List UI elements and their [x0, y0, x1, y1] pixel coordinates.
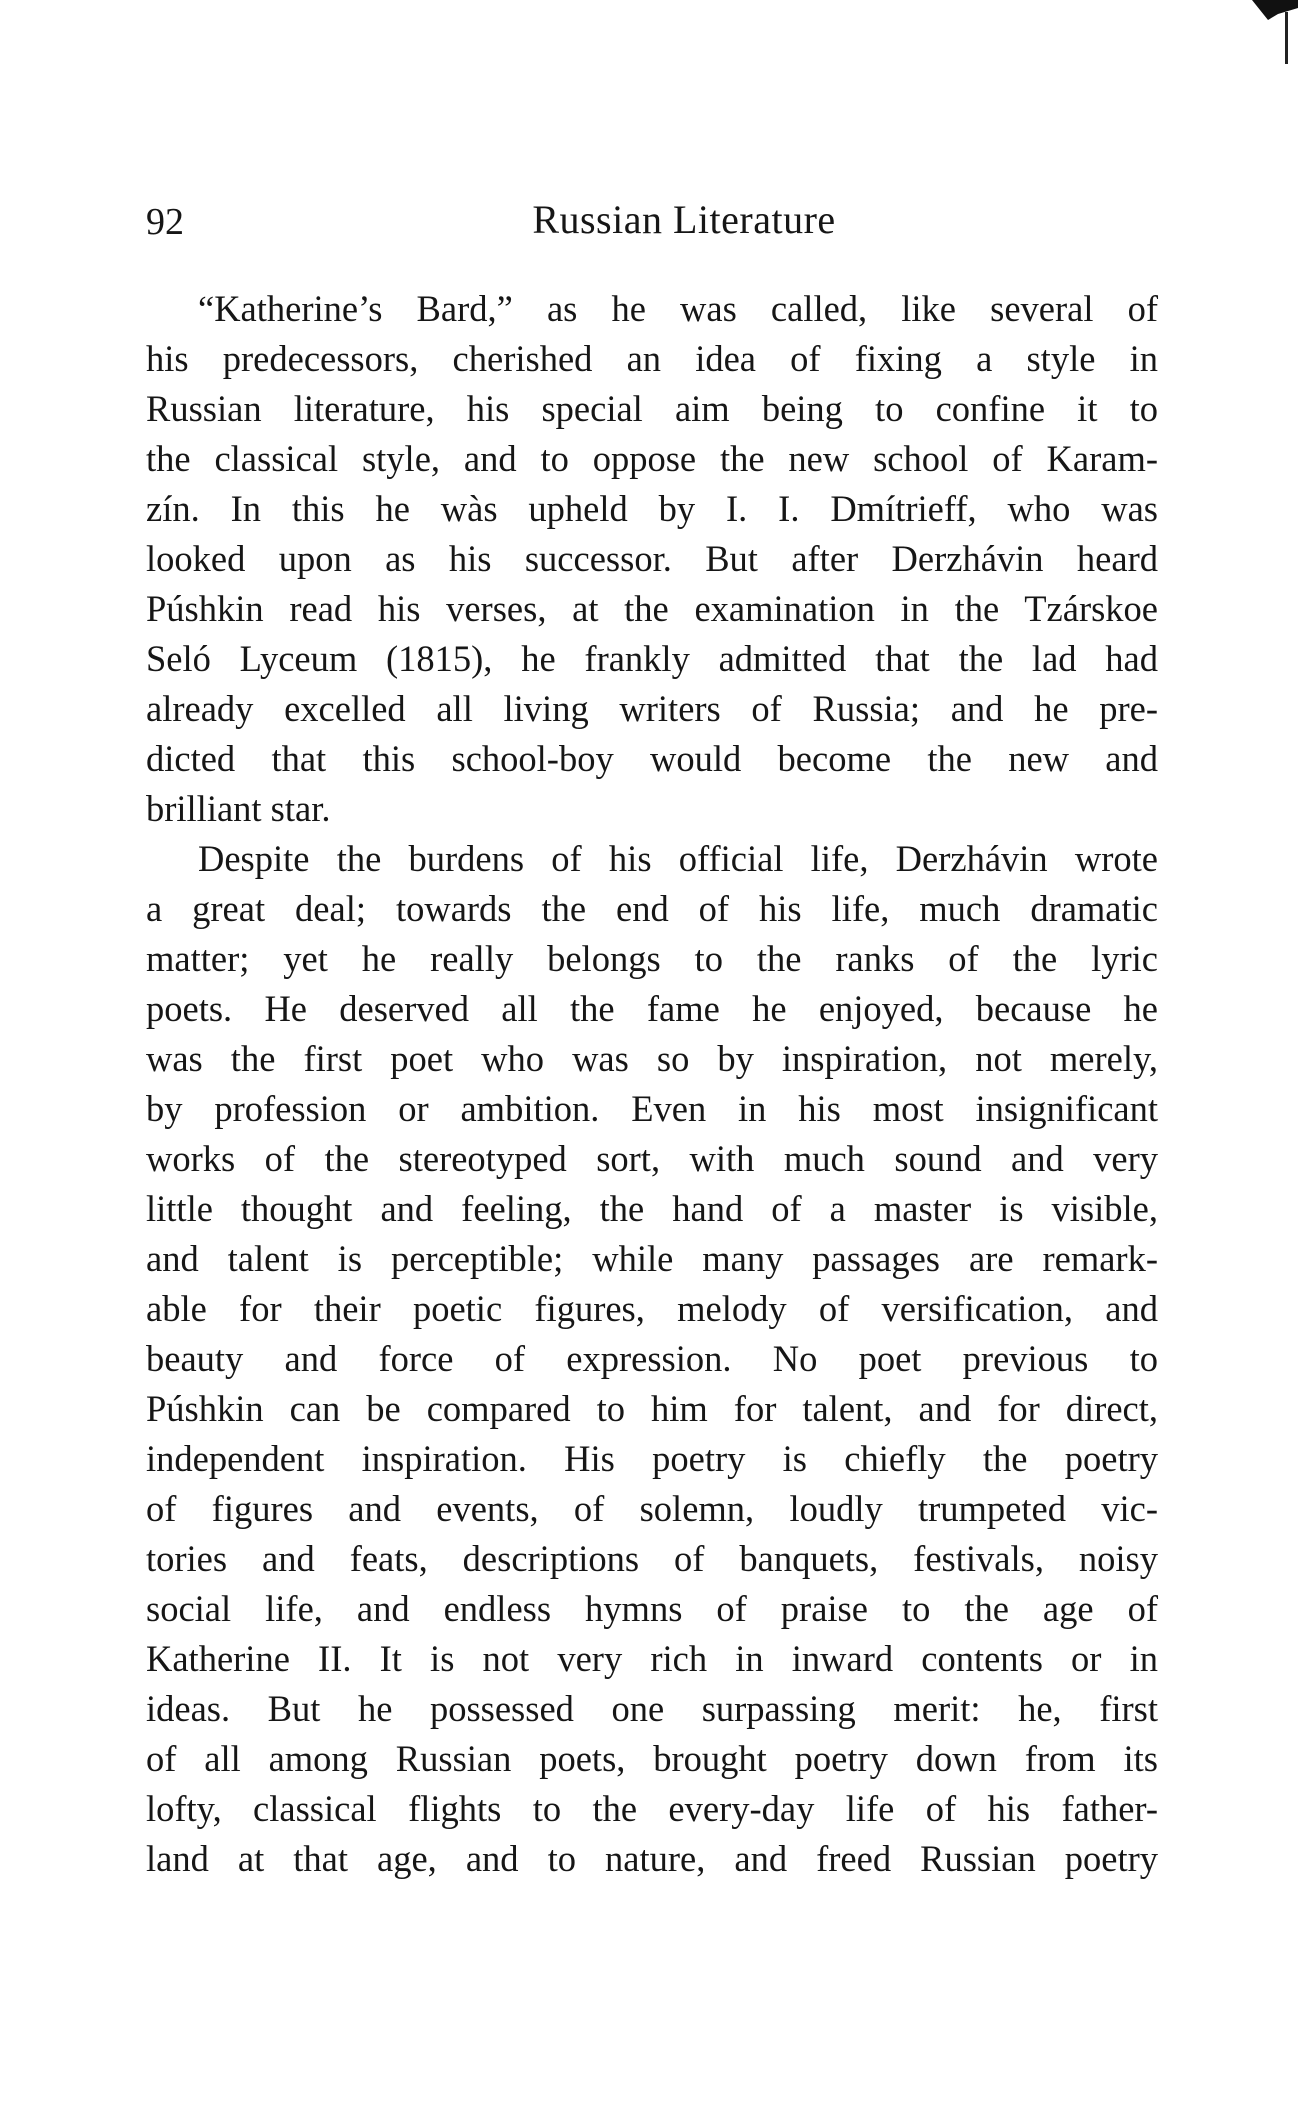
- text-line: zín. In this he wàs upheld by I. I. Dmítrieff, who was: [146, 488, 1158, 529]
- text-line: Katherine II. It is not very rich in inward contents or in: [146, 1638, 1158, 1679]
- text-line: poets. He deserved all the fame he enjoyed, because he: [146, 988, 1158, 1029]
- text-line: ideas. But he possessed one surpassing merit: he, first: [146, 1688, 1158, 1729]
- text-line: a great deal; towards the end of his life, much dramatic: [146, 888, 1158, 929]
- text-line: able for their poetic figures, melody of versification, and: [146, 1288, 1158, 1329]
- text-line: social life, and endless hymns of praise to the age of: [146, 1588, 1158, 1629]
- text-line: Púshkin read his verses, at the examination in the Tzárskoe: [146, 588, 1158, 629]
- text-line: Russian literature, his special aim being to confine it to: [146, 388, 1158, 429]
- page-corner-mark: [1238, 0, 1298, 70]
- text-line: looked upon as his successor. But after Derzhávin heard: [146, 538, 1158, 579]
- text-line: land at that age, and to nature, and freed Russian poetry: [146, 1838, 1158, 1879]
- text-line: lofty, classical flights to the every-day life of his father-: [146, 1788, 1158, 1829]
- text-line: of figures and events, of solemn, loudly trumpeted vic-: [146, 1488, 1158, 1529]
- text-line: beauty and force of expression. No poet previous to: [146, 1338, 1158, 1379]
- text-line: works of the stereotyped sort, with much sound and very: [146, 1138, 1158, 1179]
- text-line: tories and feats, descriptions of banquets, festivals, noisy: [146, 1538, 1158, 1579]
- running-title: Russian Literature: [532, 197, 836, 242]
- text-line: matter; yet he really belongs to the ranks of the lyric: [146, 938, 1158, 979]
- text-line: of all among Russian poets, brought poetry down from its: [146, 1738, 1158, 1779]
- text-line: Púshkin can be compared to him for talent, and for direct,: [146, 1388, 1158, 1429]
- text-line: “Katherine’s Bard,” as he was called, like several of: [198, 288, 1158, 329]
- text-line: brilliant star.: [146, 788, 331, 829]
- text-line: Seló Lyceum (1815), he frankly admitted that the lad had: [146, 638, 1158, 679]
- text-line: and talent is perceptible; while many passages are remark-: [146, 1238, 1158, 1279]
- text-line: already excelled all living writers of Russia; and he pre-: [146, 688, 1158, 729]
- text-line: dicted that this school-boy would become the new and: [146, 738, 1158, 779]
- text-line: the classical style, and to oppose the new school of Karam-: [146, 438, 1158, 479]
- body-text: [146, 284, 1158, 1884]
- text-line: independent inspiration. His poetry is chiefly the poetry: [146, 1438, 1158, 1479]
- page-number: 92: [146, 201, 184, 243]
- text-line: his predecessors, cherished an idea of fixing a style in: [146, 338, 1158, 379]
- text-line: was the first poet who was so by inspiration, not merely,: [146, 1038, 1158, 1079]
- text-line: Despite the burdens of his official life, Derzhávin wrote: [198, 838, 1158, 879]
- text-line: little thought and feeling, the hand of a master is visible,: [146, 1188, 1158, 1229]
- text-line: by profession or ambition. Even in his most insignificant: [146, 1088, 1158, 1129]
